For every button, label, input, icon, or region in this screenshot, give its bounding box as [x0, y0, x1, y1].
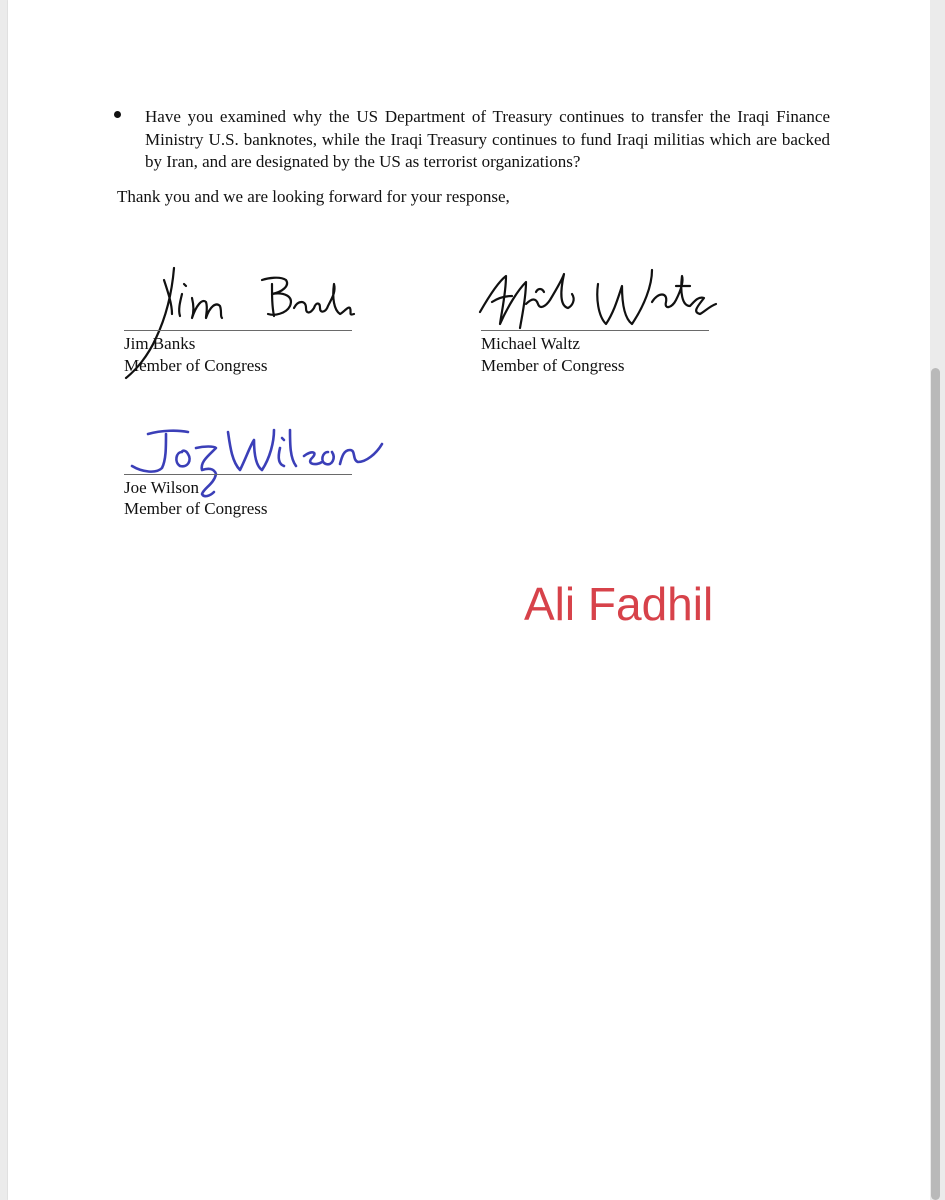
scrollbar-thumb[interactable] — [931, 368, 940, 1200]
signatory-title-wilson: Member of Congress — [124, 499, 268, 518]
signature-line-banks — [124, 330, 352, 331]
signatory-name-waltz: Michael Waltz — [481, 334, 580, 353]
signatory-name-banks: Jim Banks — [124, 334, 196, 353]
watermark-text: Ali Fadhil — [524, 578, 714, 630]
signatory-title-waltz: Member of Congress — [481, 356, 625, 375]
signature-line-wilson — [124, 474, 352, 475]
signature-line-waltz — [481, 330, 709, 331]
signatory-title-banks: Member of Congress — [124, 356, 268, 375]
bullet-point — [114, 111, 121, 118]
signatory-name-wilson: Joe Wilson — [124, 478, 200, 497]
document-page — [8, 0, 930, 1200]
closing-line: Thank you and we are looking forward for your response, — [117, 187, 510, 206]
bullet-question-text: Have you examined why the US Department of Treasury continues to transfer the Iraqi Finance Ministry U.S. banknotes, while the Iraqi Treasury continues to fund Iraqi militias which are backed by Iran, and are designated by the US as terrorist organizations? — [145, 107, 830, 171]
